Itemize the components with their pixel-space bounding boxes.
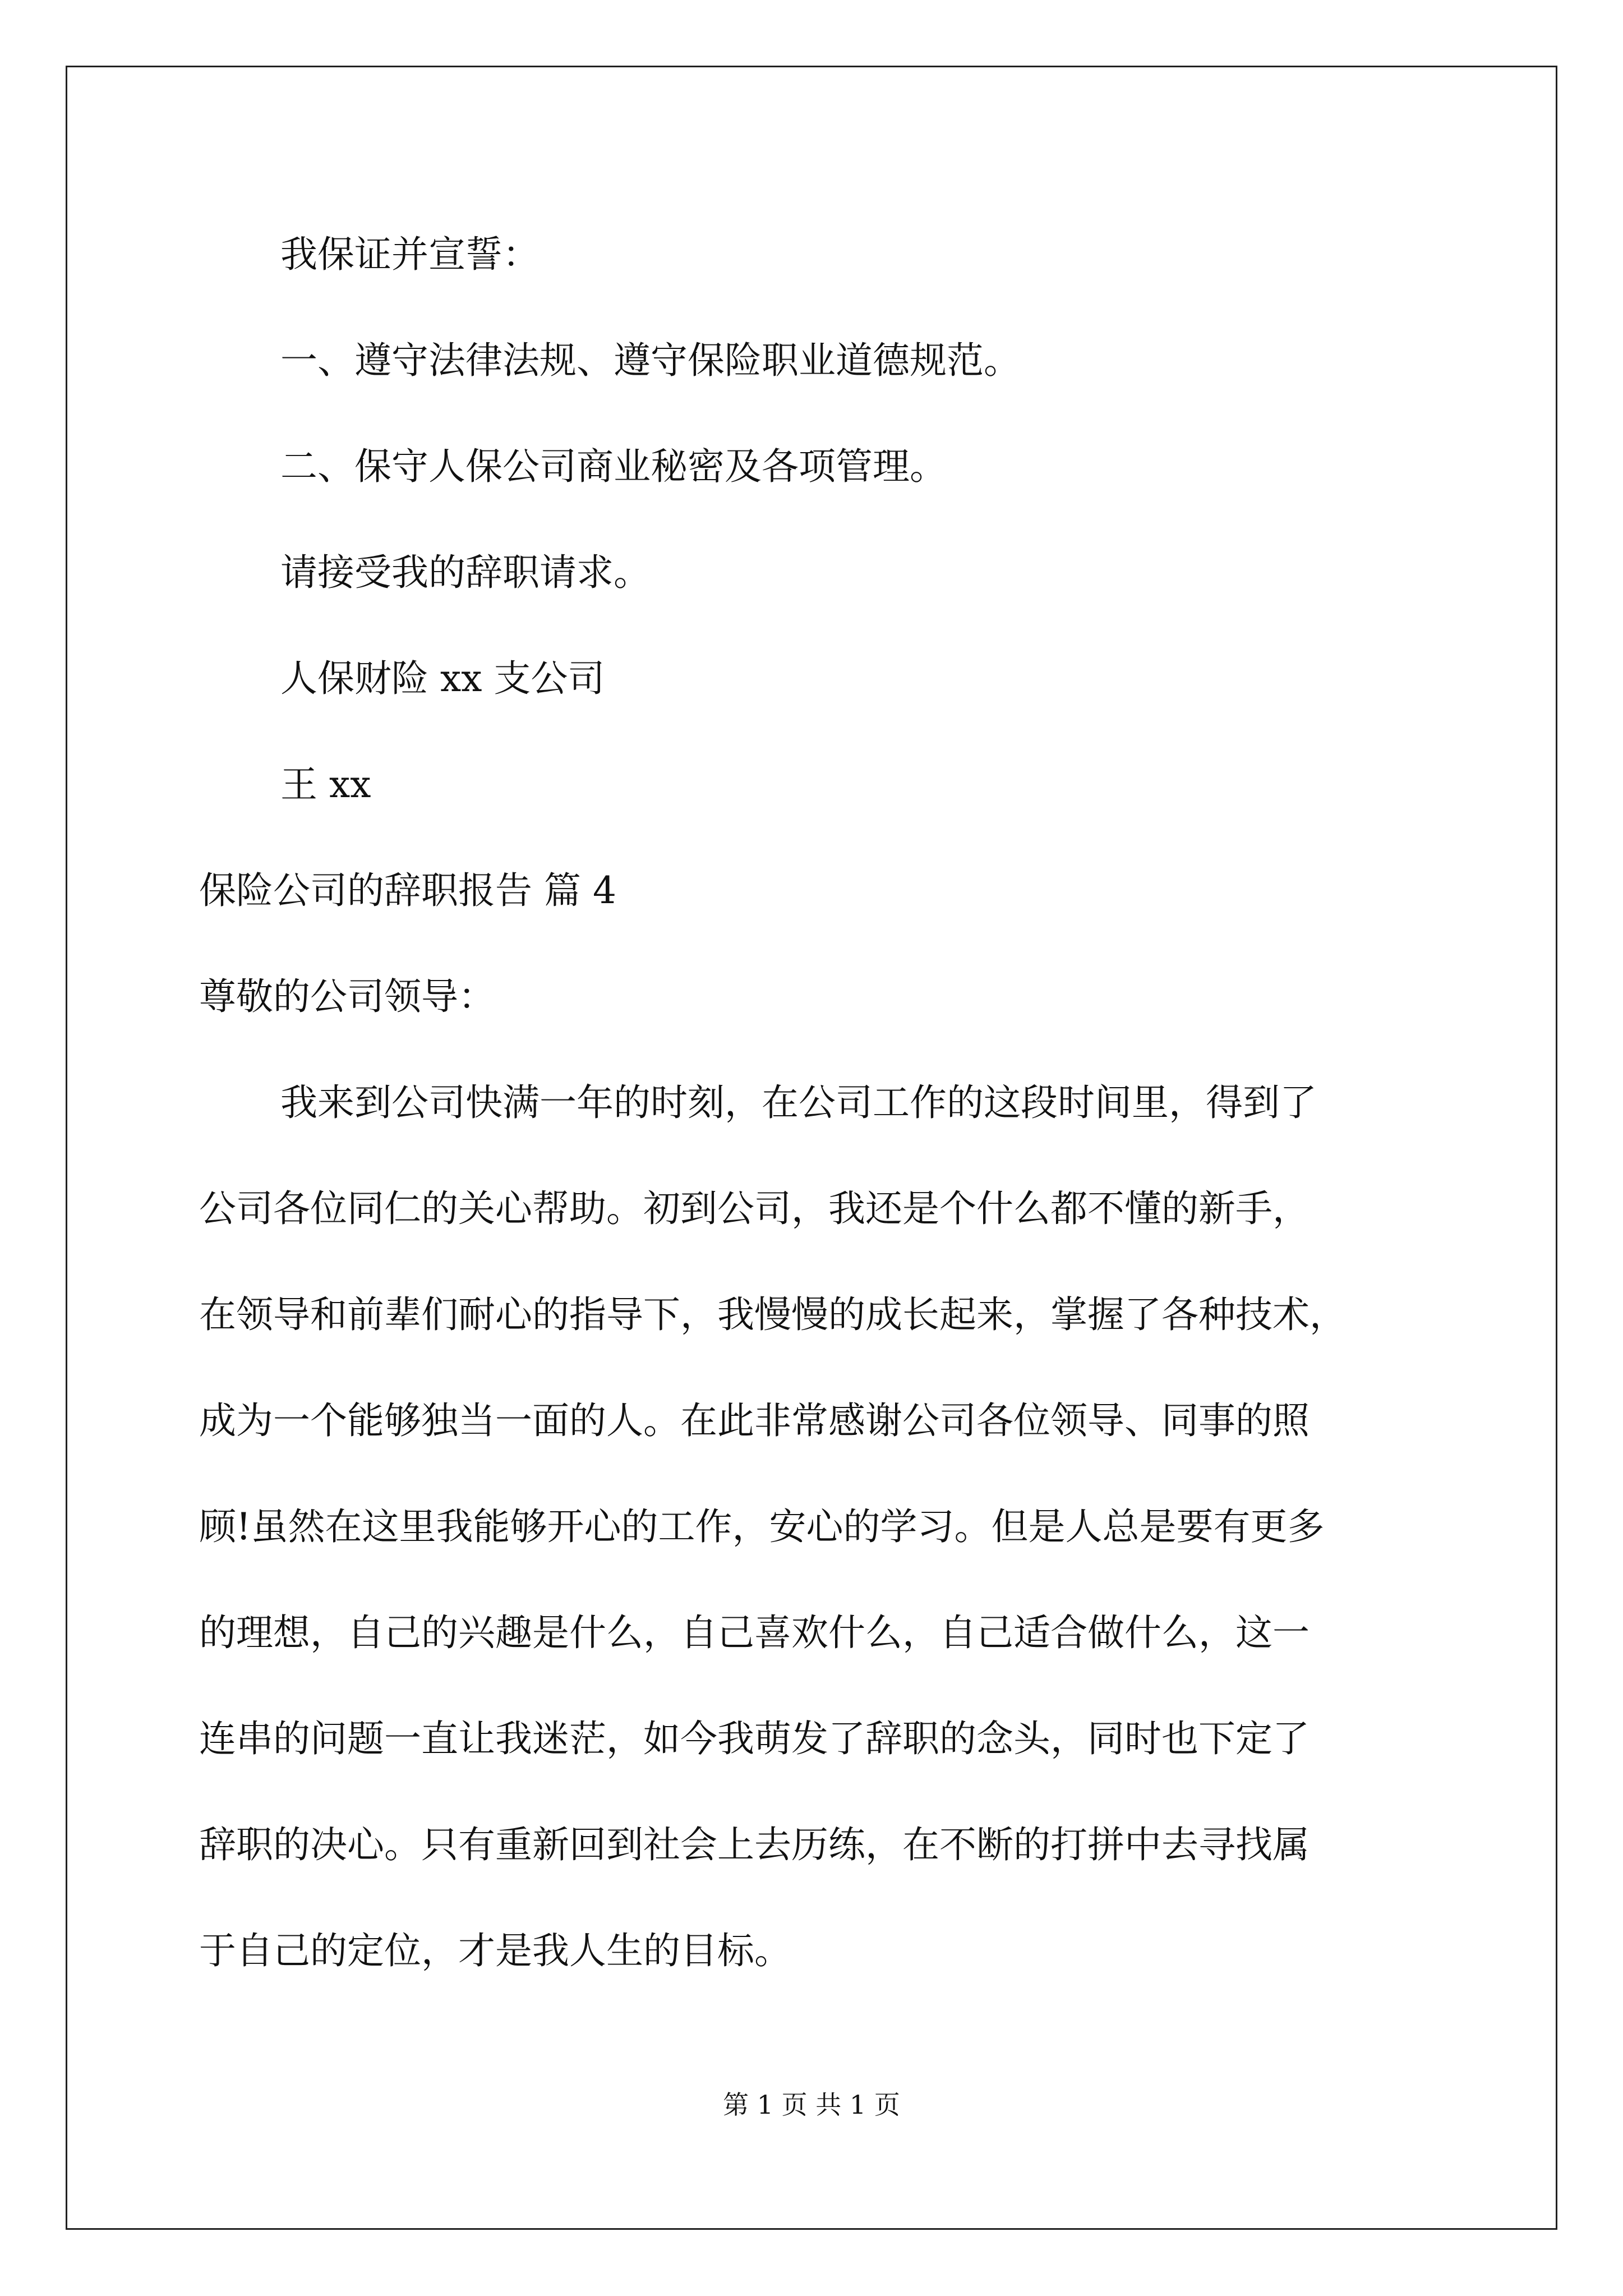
pledge-item-2: 二、保守人保公司商业秘密及各项管理。 — [280, 445, 947, 488]
signature-name: 王 xx — [280, 763, 371, 806]
body-line: 公司各位同仁的关心帮助。初到公司，我还是个什么都不懂的新手， — [199, 1187, 1310, 1230]
body-line: 连串的问题一直让我迷茫，如今我萌发了辞职的念头，同时也下定了 — [199, 1717, 1310, 1760]
body-line: 成为一个能够独当一面的人。在此非常感谢公司各位领导、同事的照 — [199, 1399, 1310, 1442]
body-line: 辞职的决心。只有重新回到社会上去历练，在不断的打拼中去寻找属 — [199, 1823, 1310, 1866]
salutation: 尊敬的公司领导： — [199, 975, 495, 1018]
page-footer: 第 1 页 共 1 页 — [723, 2090, 900, 2120]
page-border — [66, 66, 1557, 2230]
company-name: 人保财险 xx 支公司 — [280, 657, 605, 700]
body-line: 我来到公司快满一年的时刻，在公司工作的这段时间里，得到了 — [280, 1081, 1317, 1124]
pledge-heading: 我保证并宣誓： — [280, 233, 540, 276]
pledge-item-1: 一、遵守法律法规、遵守保险职业道德规范。 — [280, 339, 1021, 382]
body-line: 的理想，自己的兴趣是什么，自己喜欢什么，自己适合做什么，这一 — [199, 1611, 1310, 1654]
section-title: 保险公司的辞职报告 篇 4 — [199, 869, 616, 912]
body-line: 于自己的定位，才是我人生的目标。 — [199, 1929, 791, 1972]
resignation-request: 请接受我的辞职请求。 — [280, 551, 651, 594]
body-line: 在领导和前辈们耐心的指导下，我慢慢的成长起来，掌握了各种技术， — [199, 1293, 1347, 1336]
body-line: 顾!虽然在这里我能够开心的工作，安心的学习。但是人总是要有更多 — [199, 1505, 1325, 1548]
